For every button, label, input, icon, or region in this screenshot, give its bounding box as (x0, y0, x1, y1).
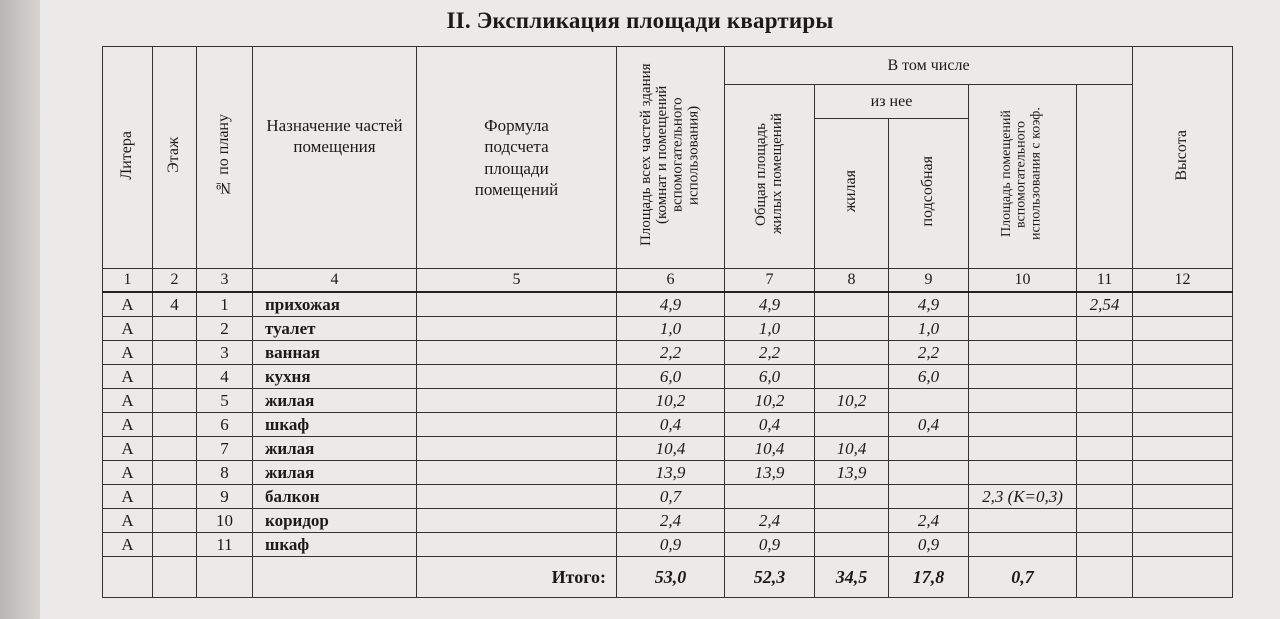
total-coef-area: 0,7 (969, 557, 1077, 598)
general-area-cell: 13,9 (725, 461, 815, 485)
column-number: 9 (889, 269, 969, 293)
header-obshaya: Общая площадь жилых помещений (725, 85, 815, 269)
table-row (103, 533, 1233, 557)
header-litera: Литера (103, 47, 153, 269)
header-podsobnaya: подсобная (889, 119, 969, 269)
unauthorized-area-cell (1133, 317, 1233, 341)
room-name-cell: туалет (253, 317, 417, 341)
litera-cell: А (103, 317, 153, 341)
litera-cell: А (103, 533, 153, 557)
litera-cell: А (103, 509, 153, 533)
all-area-cell: 0,4 (617, 413, 725, 437)
column-number: 5 (417, 269, 617, 293)
auxiliary-area-cell: 4,9 (889, 292, 969, 317)
plan-number-cell: 6 (197, 413, 253, 437)
table-row (103, 509, 1233, 533)
auxiliary-area-cell: 2,2 (889, 341, 969, 365)
unauthorized-area-cell (1133, 461, 1233, 485)
column-number: 4 (253, 269, 417, 293)
general-area-cell: 0,4 (725, 413, 815, 437)
all-area-cell: 1,0 (617, 317, 725, 341)
living-area-cell (815, 317, 889, 341)
room-name-cell: шкаф (253, 533, 417, 557)
living-area-cell (815, 341, 889, 365)
unauthorized-area-cell (1133, 341, 1233, 365)
coef-area-cell (969, 509, 1077, 533)
all-area-cell: 2,2 (617, 341, 725, 365)
table-row (103, 292, 1233, 317)
coef-area-cell (969, 413, 1077, 437)
floor-cell (153, 389, 197, 413)
all-area-cell: 2,4 (617, 509, 725, 533)
column-number: 6 (617, 269, 725, 293)
coef-area-cell (969, 533, 1077, 557)
column-number: 3 (197, 269, 253, 293)
table-row (103, 485, 1233, 509)
unauthorized-area-cell (1133, 292, 1233, 317)
floor-cell: 4 (153, 292, 197, 317)
room-name-cell: жилая (253, 389, 417, 413)
living-area-cell (815, 485, 889, 509)
floor-cell (153, 413, 197, 437)
plan-number-cell: 10 (197, 509, 253, 533)
totals-label: Итого: (417, 557, 617, 598)
all-area-cell: 4,9 (617, 292, 725, 317)
floor-cell (153, 485, 197, 509)
formula-cell (417, 437, 617, 461)
unauthorized-area-cell (1133, 533, 1233, 557)
height-cell (1077, 365, 1133, 389)
auxiliary-area-cell: 6,0 (889, 365, 969, 389)
living-area-cell (815, 509, 889, 533)
height-cell (1077, 317, 1133, 341)
header-ploshad-vseh: Площадь всех частей здания (комнат и помещений вспомогательного использования) (617, 47, 725, 269)
formula-cell (417, 509, 617, 533)
table-row (103, 317, 1233, 341)
litera-cell: А (103, 389, 153, 413)
total-auxiliary-area: 17,8 (889, 557, 969, 598)
litera-cell: А (103, 485, 153, 509)
room-name-cell: кухня (253, 365, 417, 389)
plan-number-cell: 11 (197, 533, 253, 557)
height-cell (1077, 389, 1133, 413)
general-area-cell: 10,4 (725, 437, 815, 461)
room-name-cell: жилая (253, 461, 417, 485)
table-row (103, 341, 1233, 365)
living-area-cell (815, 533, 889, 557)
auxiliary-area-cell (889, 437, 969, 461)
room-name-cell: жилая (253, 437, 417, 461)
height-cell (1077, 341, 1133, 365)
unauthorized-area-cell (1133, 509, 1233, 533)
floor-cell (153, 509, 197, 533)
unauthorized-area-cell (1133, 413, 1233, 437)
table-row (103, 437, 1233, 461)
auxiliary-area-cell: 0,9 (889, 533, 969, 557)
unauthorized-area-cell (1133, 437, 1233, 461)
column-number: 10 (969, 269, 1077, 293)
plan-number-cell: 9 (197, 485, 253, 509)
header-v-tom-chisle: В том числе (725, 47, 1133, 85)
header-formula: Формула подсчета площади помещений (417, 47, 617, 269)
height-cell: 2,54 (1077, 292, 1133, 317)
formula-cell (417, 292, 617, 317)
column-number: 7 (725, 269, 815, 293)
header-vysota: Высота (1133, 47, 1233, 269)
column-number: 1 (103, 269, 153, 293)
table-row (103, 461, 1233, 485)
formula-cell (417, 485, 617, 509)
all-area-cell: 0,7 (617, 485, 725, 509)
total-living-area: 34,5 (815, 557, 889, 598)
plan-number-cell: 5 (197, 389, 253, 413)
plan-number-cell: 1 (197, 292, 253, 317)
height-cell (1077, 485, 1133, 509)
coef-area-cell (969, 292, 1077, 317)
living-area-cell: 13,9 (815, 461, 889, 485)
table-row (103, 365, 1233, 389)
formula-cell (417, 365, 617, 389)
header-etazh: Этаж (153, 47, 197, 269)
general-area-cell: 6,0 (725, 365, 815, 389)
column-number: 2 (153, 269, 197, 293)
coef-area-cell (969, 389, 1077, 413)
auxiliary-area-cell: 0,4 (889, 413, 969, 437)
all-area-cell: 10,4 (617, 437, 725, 461)
document-title: II. Экспликация площади квартиры (446, 8, 834, 33)
page-edge (0, 0, 40, 619)
height-cell (1077, 437, 1133, 461)
floor-cell (153, 365, 197, 389)
coef-area-cell (969, 365, 1077, 389)
plan-number-cell: 4 (197, 365, 253, 389)
table-row (103, 389, 1233, 413)
column-number: 12 (1133, 269, 1233, 293)
auxiliary-area-cell (889, 389, 969, 413)
header-iz-nee: из нее (815, 85, 969, 119)
header-no-po-planu: № по плану (197, 47, 253, 269)
general-area-cell: 1,0 (725, 317, 815, 341)
general-area-cell: 2,2 (725, 341, 815, 365)
formula-cell (417, 317, 617, 341)
floor-cell (153, 341, 197, 365)
litera-cell: А (103, 365, 153, 389)
living-area-cell (815, 365, 889, 389)
total-all-area: 53,0 (617, 557, 725, 598)
living-area-cell: 10,4 (815, 437, 889, 461)
room-name-cell: балкон (253, 485, 417, 509)
room-name-cell: ванная (253, 341, 417, 365)
auxiliary-area-cell (889, 485, 969, 509)
litera-cell: А (103, 341, 153, 365)
auxiliary-area-cell: 1,0 (889, 317, 969, 341)
general-area-cell (725, 485, 815, 509)
general-area-cell: 4,9 (725, 292, 815, 317)
height-cell (1077, 509, 1133, 533)
formula-cell (417, 461, 617, 485)
column-number: 8 (815, 269, 889, 293)
all-area-cell: 13,9 (617, 461, 725, 485)
all-area-cell: 10,2 (617, 389, 725, 413)
unauthorized-area-cell (1133, 485, 1233, 509)
all-area-cell: 0,9 (617, 533, 725, 557)
floor-cell (153, 461, 197, 485)
header-zhilaya: жилая (815, 119, 889, 269)
formula-cell (417, 533, 617, 557)
column-number: 11 (1077, 269, 1133, 293)
living-area-cell (815, 292, 889, 317)
room-name-cell: коридор (253, 509, 417, 533)
room-name-cell: прихожая (253, 292, 417, 317)
unauthorized-area-cell (1133, 365, 1233, 389)
coef-area-cell (969, 317, 1077, 341)
totals-row (103, 557, 1233, 598)
room-name-cell: шкаф (253, 413, 417, 437)
height-cell (1077, 533, 1133, 557)
auxiliary-area-cell: 2,4 (889, 509, 969, 533)
all-area-cell: 6,0 (617, 365, 725, 389)
plan-number-cell: 8 (197, 461, 253, 485)
formula-cell (417, 341, 617, 365)
floor-cell (153, 437, 197, 461)
plan-number-cell: 3 (197, 341, 253, 365)
coef-area-cell (969, 461, 1077, 485)
height-cell (1077, 461, 1133, 485)
header-naznachenie: Назначение частей помещения (253, 47, 417, 269)
living-area-cell (815, 413, 889, 437)
litera-cell: А (103, 461, 153, 485)
column-number-row (103, 269, 1233, 293)
litera-cell: А (103, 437, 153, 461)
formula-cell (417, 389, 617, 413)
coef-area-cell: 2,3 (К=0,3) (969, 485, 1077, 509)
floor-cell (153, 533, 197, 557)
auxiliary-area-cell (889, 461, 969, 485)
plan-number-cell: 7 (197, 437, 253, 461)
living-area-cell: 10,2 (815, 389, 889, 413)
general-area-cell: 0,9 (725, 533, 815, 557)
table-row (103, 413, 1233, 437)
formula-cell (417, 413, 617, 437)
coef-area-cell (969, 341, 1077, 365)
coef-area-cell (969, 437, 1077, 461)
unauthorized-area-cell (1133, 389, 1233, 413)
plan-number-cell: 2 (197, 317, 253, 341)
floor-cell (153, 317, 197, 341)
header-vspomogat: Площадь помещений вспомогательного использования с коэф. (969, 85, 1077, 269)
general-area-cell: 2,4 (725, 509, 815, 533)
litera-cell: А (103, 292, 153, 317)
total-general-area: 52,3 (725, 557, 815, 598)
litera-cell: А (103, 413, 153, 437)
height-cell (1077, 413, 1133, 437)
explication-table (102, 46, 1233, 598)
general-area-cell: 10,2 (725, 389, 815, 413)
